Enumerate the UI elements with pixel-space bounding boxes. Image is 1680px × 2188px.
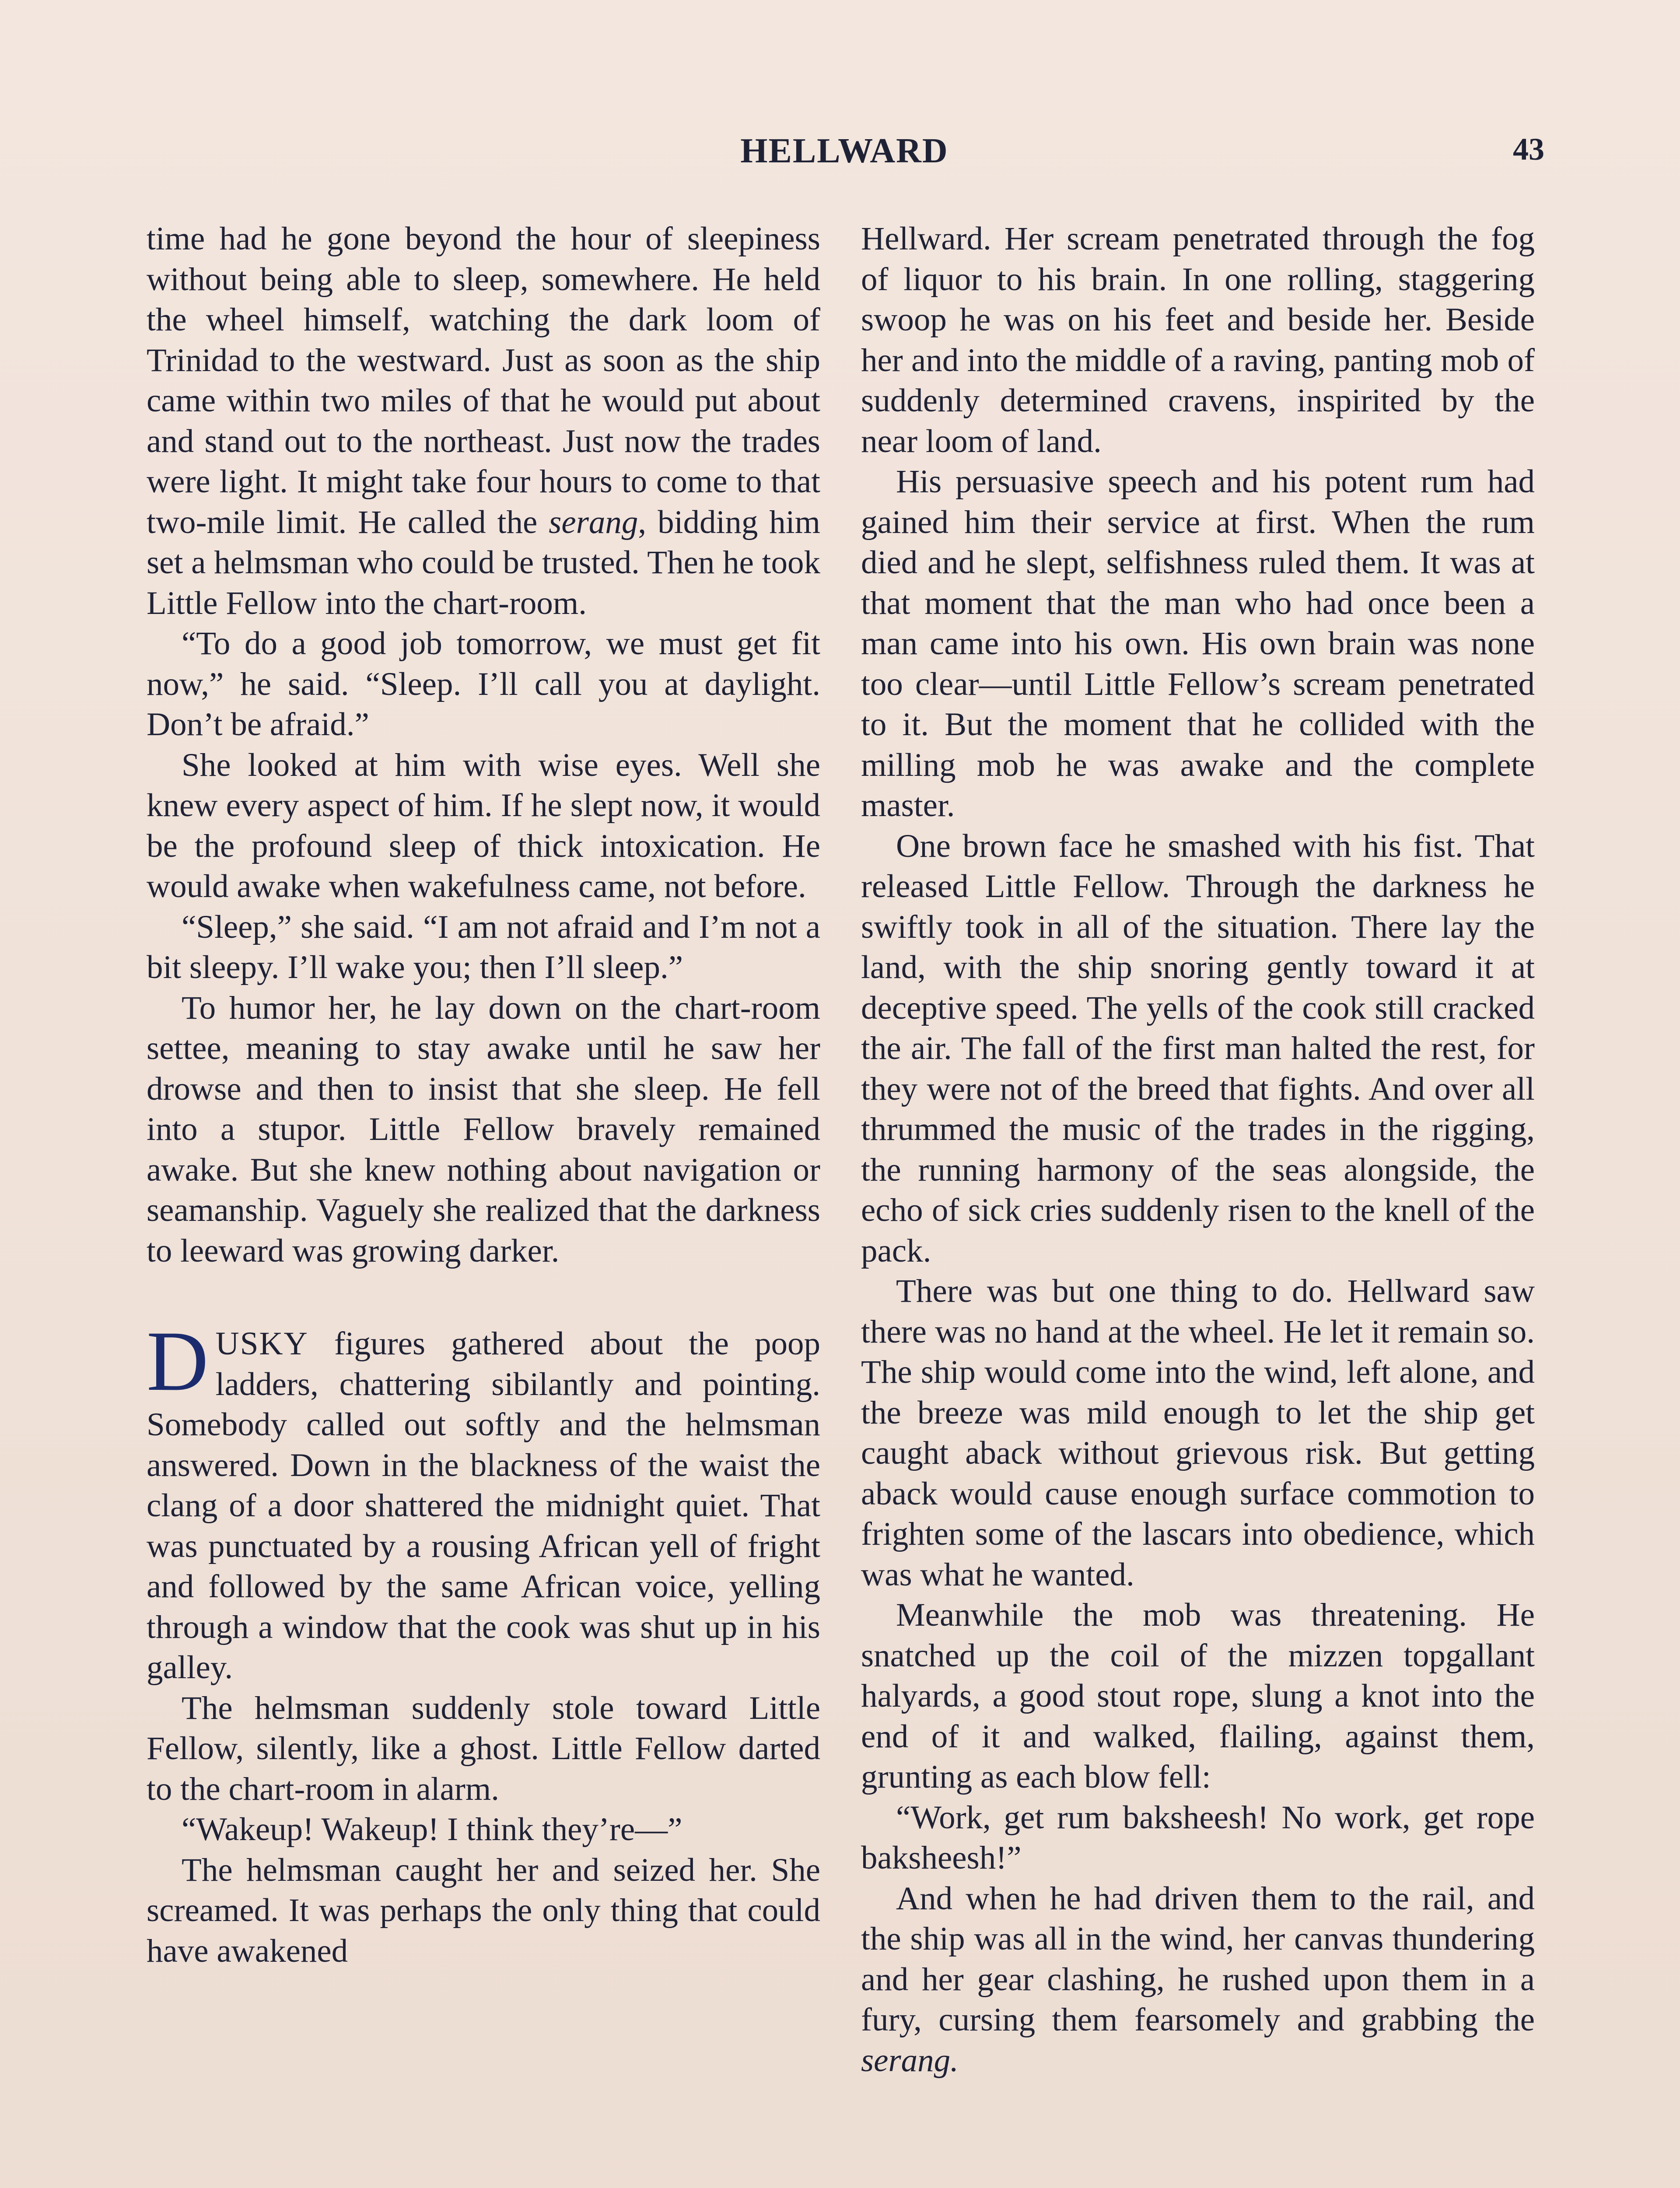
paragraph: To humor her, he lay down on the chart-room settee, meaning to stay awake until he saw her drowse and then to insist that she sleep. He fell into a stupor. Little Fellow bravely remained awake. But she knew nothing about navigation or seamanship. Vaguely she realized that the darkness to leeward was growing darker.: [147, 989, 820, 1269]
page-header: [144, 131, 1544, 184]
paragraph: And when he had driven them to the rail, and the ship was all in the wind, her canvas thundering and her gear clashing, he rushed upon them in a fury, cursing them fearsomely and grabbing the serang.: [861, 1880, 1535, 2079]
running-title: HELLWARD: [740, 132, 948, 170]
paragraph: The helmsman suddenly stole toward Little Fellow, silently, like a ghost. Little Fellow darted to the chart-room in alarm.: [147, 1690, 820, 1807]
paragraph: “Sleep,” she said. “I am not afraid and I’m not a bit sleepy. I’ll wake you; then I’ll sleep.”: [147, 908, 820, 985]
paragraph: The helmsman caught her and seized her. She screamed. It was perhaps the only thing that could have awakened: [147, 1851, 820, 1969]
section-opening-paragraph: DUSKY figures gathered about the poop ladders, chattering sibilantly and pointing. Somebody called out softly and the helmsman answered. Down in the blackness of the waist the clang of a door shattered the midnight quiet. That was punctuated by a rousing African yell of fright and followed by the same African voice, yelling through a window that the cook was shut up in his galley.: [147, 1314, 820, 1686]
paragraph: Meanwhile the mob was threatening. He snatched up the coil of the mizzen topgallant halyards, a good stout rope, slung a knot into the end of it and walked, flailing, against them, grunting as each blow fell:: [861, 1597, 1535, 1795]
paragraph: “Work, get rum baksheesh! No work, get rope baksheesh!”: [861, 1799, 1535, 1876]
drop-cap: D: [147, 1314, 209, 1409]
paragraph: His persuasive speech and his potent rum had gained him their service at first. When the rum died and he slept, selfishness ruled them. It was at that moment that the man who had once been a man came into his own. His own brain was none too clear—until Little Fellow’s scream penetrated to it. But the moment that he collided with the milling mob he was awake and the complete master.: [861, 463, 1535, 824]
paragraph: There was but one thing to do. Hellward saw there was no hand at the wheel. He let it remain so. The ship would come into the wind, left alone, and the breeze was mild enough to let the ship get caught aback without grievous risk. But getting aback would cause enough surface commotion to frighten some of the lascars into obedience, which was what he wanted.: [861, 1273, 1535, 1593]
section-break: [147, 1271, 820, 1324]
paragraph: Hellward. Her scream penetrated through the fog of liquor to his brain. In one rolling, staggering swoop he was on his feet and beside her. Beside her and into the middle of a raving, panting mob of suddenly determined cravens, inspirited by the near loom of land.: [861, 221, 1535, 459]
paragraph: time had he gone beyond the hour of sleepiness without being able to sleep, somewhere. He held the wheel himself, watching the dark loom of Trinidad to the westward. Just as soon as the ship came within two miles of that he would put about and stand out to the northeast. Just now the trades were light. It might take four hours to come to that two-mile limit. He called the serang, bidding him set a helmsman who could be trusted. Then he took Little Fellow into the chart-room.: [147, 221, 820, 621]
paragraph: One brown face he smashed with his fist. That released Little Fellow. Through the darkness he swiftly took in all of the situation. There lay the land, with the ship snoring gently toward it at deceptive speed. The yells of the cook still cracked the air. The fall of the first man halted the rest, for they were not of the breed that fights. And over all thrummed the music of the trades in the rigging, the running harmony of the seas alongside, the echo of sick cries suddenly risen to the knell of the pack.: [861, 828, 1535, 1269]
page-number: 43: [1513, 132, 1544, 167]
left-column: [147, 219, 820, 1971]
right-column: [861, 219, 1535, 2081]
paragraph: “To do a good job tomorrow, we must get fit now,” he said. “Sleep. I’ll call you at daylight. Don’t be afraid.”: [147, 625, 820, 743]
paragraph: “Wakeup! Wakeup! I think they’re—”: [182, 1811, 682, 1848]
paragraph: She looked at him with wise eyes. Well she knew every aspect of him. If he slept now, it would be the profound sleep of thick intoxication. He would awake when wakefulness came, not before.: [147, 747, 820, 905]
